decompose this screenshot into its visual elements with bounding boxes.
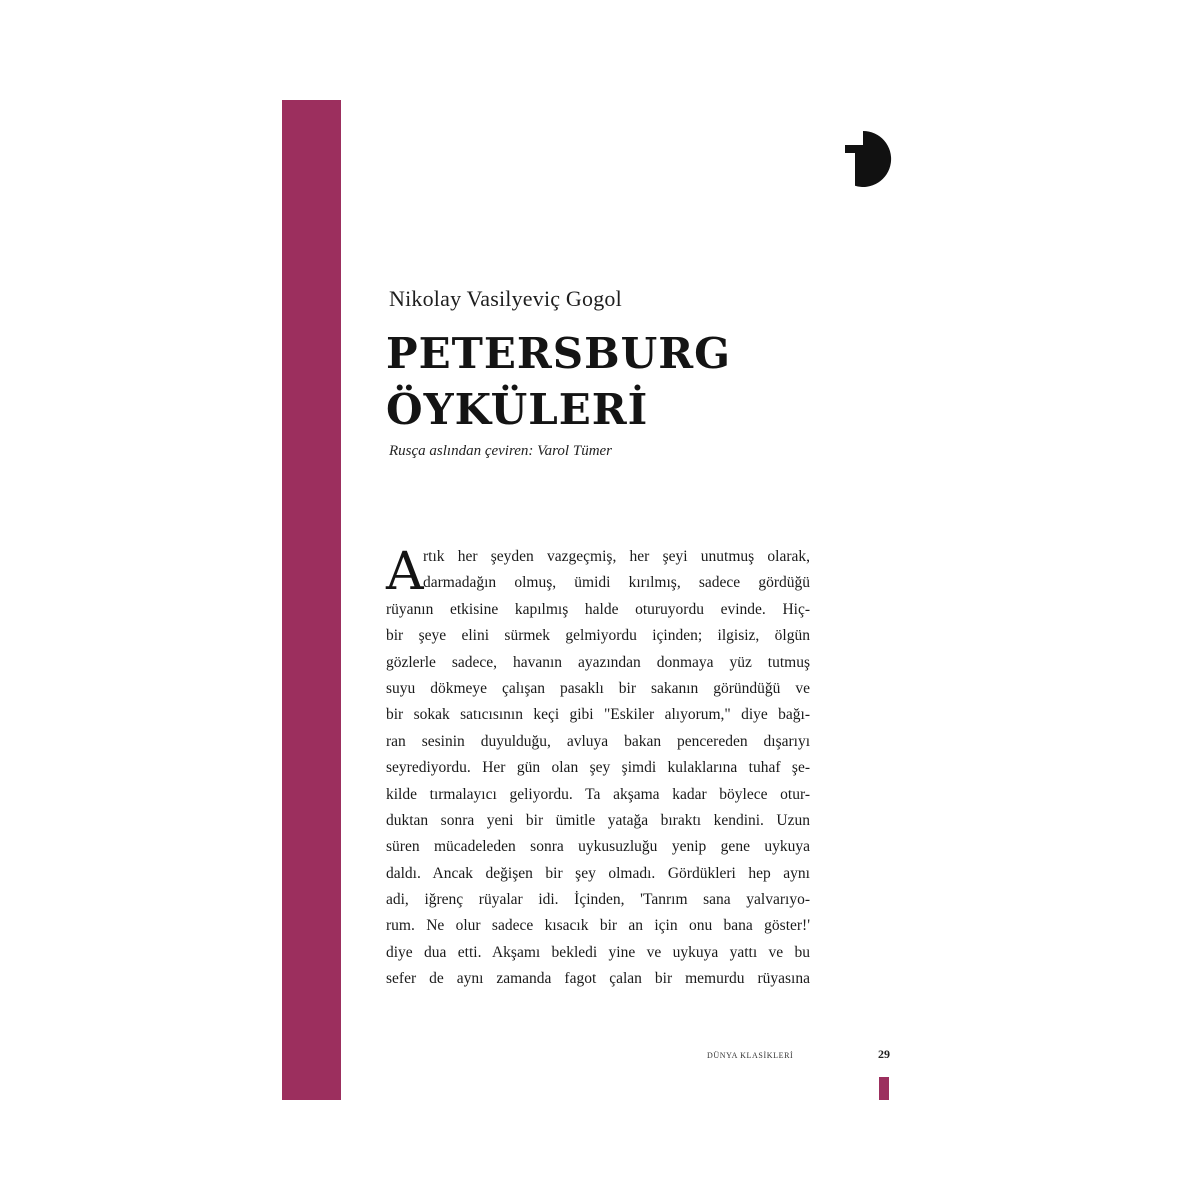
drop-cap: A <box>386 542 424 602</box>
title-line-2: ÖYKÜLERİ <box>386 385 649 434</box>
excerpt-line: kilde tırmalayıcı geliyordu. Ta akşama kadar böylece otur- <box>386 785 810 803</box>
title-line-1: PETERSBURG <box>386 329 731 378</box>
excerpt-line: bir şeye elini sürmek gelmiyordu içinden; ilgisiz, ölgün <box>386 627 810 645</box>
excerpt-line: gözlerle sadece, havanın ayazından donmaya yüz tutmuş <box>386 653 810 671</box>
translator-credit: Rusça aslından çeviren: Varol Tümer <box>389 443 613 459</box>
excerpt-line: rüyanın etkisine kapılmış halde oturuyordu evinde. Hiç- <box>386 600 810 618</box>
excerpt-line: duktan sonra yeni bir ümitle yatağa bıraktı kendini. Uzun <box>386 811 810 829</box>
excerpt-line: seyrediyordu. Her gün olan şey şimdi kulaklarına tuhaf şe- <box>386 759 810 777</box>
excerpt-line: daldı. Ancak değişen bir şey olmadı. Gördükleri hep aynı <box>386 864 810 882</box>
book-cover <box>282 100 918 1100</box>
page-number: 29 <box>878 1047 890 1061</box>
excerpt-line: ran sesinin duyulduğu, avluya bakan pencereden dışarıyı <box>386 732 810 750</box>
excerpt-line: suyu dökmeye çalışan pasaklı bir sakanın göründüğü ve <box>386 679 810 697</box>
publisher-logo-icon <box>833 129 893 189</box>
excerpt-line: darmadağın olmuş, ümidi kırılmış, sadece gördüğü <box>423 574 810 592</box>
excerpt-line: süren mücadeleden sonra uykusuzluğu yenip gene uykuya <box>386 838 810 856</box>
excerpt-line: rum. Ne olur sadece kısacık bir an için onu bana göster!' <box>386 917 810 935</box>
excerpt-line: diye dua etti. Akşamı bekledi yine ve uykuya yattı ve bu <box>386 943 810 961</box>
series-name: DÜNYA KLASİKLERİ <box>707 1051 794 1060</box>
page-marker-tab <box>879 1077 889 1100</box>
book-title <box>386 326 731 438</box>
excerpt-text <box>386 544 810 993</box>
author-name: Nikolay Vasilyeviç Gogol <box>389 286 622 311</box>
excerpt-line: sefer de aynı zamanda fagot çalan bir memurdu rüyasına <box>386 970 810 988</box>
accent-spine-band <box>282 100 341 1100</box>
excerpt-line: adi, iğrenç rüyalar idi. İçinden, 'Tanrım sana yalvarıyo- <box>386 891 810 909</box>
excerpt-line: rtık her şeyden vazgeçmiş, her şeyi unutmuş olarak, <box>423 548 810 565</box>
excerpt-line: bir sokak satıcısının keçi gibi "Eskiler alıyorum," diye bağı- <box>386 706 810 724</box>
